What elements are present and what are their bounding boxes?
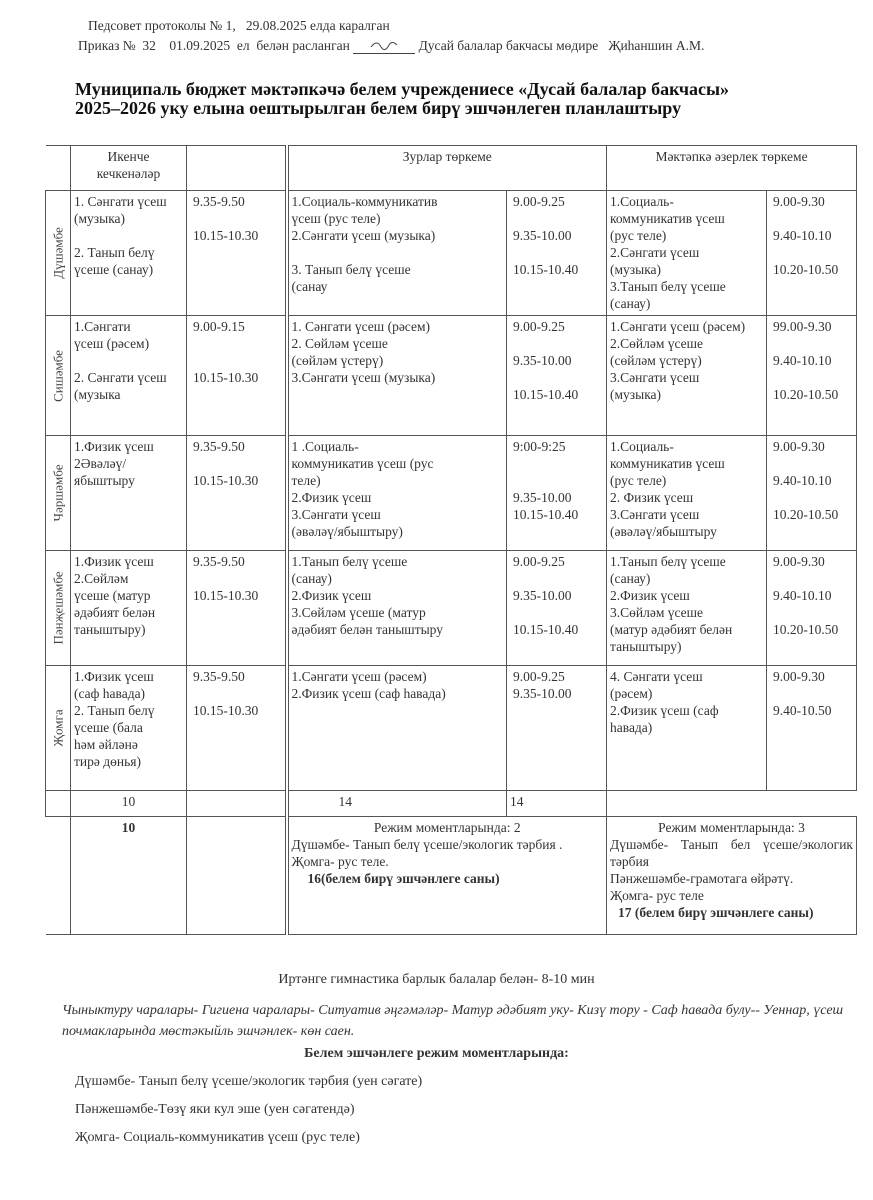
summary-row (46, 817, 857, 935)
group3-summary (607, 817, 857, 935)
group2-times: 9.00-9.25 9.35-10.00 10.15-10.40 (507, 316, 607, 436)
group1-subjects: 1.Физик үсеш (саф һавада) 2. Танып белү үсеше (бала һәм әйләнә тирә дөнья) (71, 666, 187, 791)
group2-subjects: 1 .Социаль- коммуникатив үсеш (рус теле) 2.Физик үсеш 3.Сәнгати үсеш (әвәләү/ябыштыру) (287, 436, 507, 551)
group2-times: 9.00-9.25 9.35-10.00 10.15-10.40 (507, 191, 607, 316)
group3-subjects: 1.Танып белү үсеше (санау) 2.Физик үсеш 3.Сөйләм үсеше (матур әдәбият белән таныштыру) (607, 551, 767, 666)
group1-subjects: 1.Физик үсеш 2.Сөйләм үсеше (матур әдәбият белән таныштыру) (71, 551, 187, 666)
day-label: Пәнҗешәмбе (50, 571, 66, 645)
day-cell (46, 436, 71, 551)
group3-times: 9.00-9.30 9.40-10.50 (767, 666, 857, 791)
group2-subjects: 1. Сәнгати үсеш (рәсем) 2. Сөйләм үсеше (сөйләм үстерү) 3.Сәнгати үсеш (музыка) (287, 316, 507, 436)
day-label: Дүшәмбе (50, 227, 66, 279)
title-line-1: Муниципаль бюджет мәктәпкәчә белем учреждениесе «Дусай балалар бакчасы» (75, 79, 730, 99)
day-cell (46, 551, 71, 666)
group3-times: 99.00-9.30 9.40-10.10 10.20-10.50 (767, 316, 857, 436)
group1-total: 10 (71, 791, 187, 817)
order-text: Приказ № 32 01.09.2025 ел белән расланган (78, 38, 350, 53)
group2-times: 9:00-9:25 9.35-10.00 10.15-10.40 (507, 436, 607, 551)
totals-row (46, 791, 857, 817)
group3-regime-body: Дүшәмбе- Танып бел үсеше/экологик тәрбия Пәнжешәмбе-грамотага өйрәтү. Җомга- рус теле (610, 837, 853, 903)
group1-times: 9.35-9.50 10.15-10.30 (187, 191, 287, 316)
signature (353, 41, 415, 54)
group3-subjects: 1.Социаль- коммуникатив үсеш (рус теле) 2. Физик үсеш 3.Сәнгати үсеш (әвәләү/ябыштыру (607, 436, 767, 551)
table-row (46, 191, 857, 316)
group1-times: 9.35-9.50 10.15-10.30 (187, 666, 287, 791)
table-header-row (46, 146, 857, 191)
group2-regime-body: Дүшәмбе- Танып белү үсеше/экологик тәрбия . Җомга- рус теле. (291, 837, 563, 869)
title-line-2: 2025–2026 уку елына оештырылган белем бирү эшчәнлеген планлаштыру (75, 98, 682, 118)
document-title (75, 80, 729, 118)
group1-subjects: 1.Сәнгати үсеш (рәсем) 2. Сәнгати үсеш (музыка (71, 316, 187, 436)
day-label: Чәршәмбе (50, 464, 66, 522)
table-row (46, 316, 857, 436)
day-cell (46, 191, 71, 316)
group1-times: 9.35-9.50 10.15-10.30 (187, 436, 287, 551)
group3-times: 9.00-9.30 9.40-10.10 10.20-10.50 (767, 436, 857, 551)
group2-times: 9.00-9.25 9.35-10.00 10.15-10.40 (507, 551, 607, 666)
group3-times: 9.00-9.30 9.40-10.10 10.20-10.50 (767, 191, 857, 316)
table-row (46, 436, 857, 551)
pedsovet-line: Педсовет протоколы № 1, 29.08.2025 елда каралган (88, 18, 390, 33)
header-empty (187, 146, 287, 191)
table-row (46, 666, 857, 791)
group2-subjects: 1.Социаль-коммуникатив үсеш (рус теле) 2.Сәнгати үсеш (музыка) 3. Танып белү үсеше (санау (287, 191, 507, 316)
order-line (78, 38, 704, 54)
group2-subjects: 1.Танып белү үсеше (санау) 2.Физик үсеш 3.Сөйләм үсеше (матур әдәбият белән таныштыру (287, 551, 507, 666)
group2-subjects: 1.Сәнгати үсеш (рәсем) 2.Физик үсеш (саф һавада) (287, 666, 507, 791)
group3-times: 9.00-9.30 9.40-10.10 10.20-10.50 (767, 551, 857, 666)
regime-title: Белем эшчәнлеге режим моментларында: (304, 1046, 569, 1061)
group3-subjects: 1.Социаль- коммуникатив үсеш (рус теле) 2.Сәнгати үсеш (музыка) 3.Танып белү үсеше (санау) (607, 191, 767, 316)
group1-times: 9.35-9.50 10.15-10.30 (187, 551, 287, 666)
schedule-table (45, 145, 857, 935)
day-cell (46, 666, 71, 791)
group3-regime-title: Режим моментларында: 3 (658, 820, 805, 835)
regime-item: Дүшәмбе- Танып белү үсеше/экологик тәрбия (уен сәгате) (75, 1074, 423, 1089)
activities-note: Чыныктуру чаралары- Гигиена чаралары- Ситуатив әңгәмәләр- Матур әдәбият уку- Кизү тору - Саф һавада булу-- Уеннар, үсеш почмакларында мөстәкыйль эшчәнлек- көн саен. (62, 1003, 844, 1039)
group1-times: 9.00-9.15 10.15-10.30 (187, 316, 287, 436)
group1-subjects: 1.Физик үсеш 2Әвәләү/ ябыштыру (71, 436, 187, 551)
group1-subjects: 1. Сәнгати үсеш (музыка) 2. Танып белү үсеше (санау) (71, 191, 187, 316)
day-label: Җомга (50, 709, 66, 747)
group3-subjects: 1.Сәнгати үсеш (рәсем) 2.Сөйләм үсеше (сөйләм үстерү) 3.Сәнгати үсеш (музыка) (607, 316, 767, 436)
header-group-2: Зурлар төркеме (287, 146, 607, 191)
group2-regime-title: Режим моментларында: 2 (373, 820, 521, 835)
regime-item: Пәнжешәмбе-Төзү яки кул эше (уен сәгатендә) (75, 1102, 355, 1117)
group2-summary-total: 16(белем бирү эшчәнлеге саны) (307, 871, 500, 886)
group3-summary-total: 17 (белем бирү эшчәнлеге саны) (618, 905, 814, 920)
group2-summary (287, 817, 607, 935)
group3-total: 14 (507, 791, 607, 817)
day-cell (46, 316, 71, 436)
header-group-3: Мәктәпкә әзерлек төркеме (607, 146, 857, 191)
header-group-1: Икенче кечкенәләр (71, 146, 187, 191)
group1-summary-total: 10 (71, 817, 187, 935)
director-text: Дусай балалар бакчасы мөдире Җиһаншин А.М. (418, 38, 705, 53)
regime-item: Җомга- Социаль-коммуникатив үсеш (рус теле) (75, 1130, 360, 1145)
group2-times: 9.00-9.25 9.35-10.00 (507, 666, 607, 791)
table-row (46, 551, 857, 666)
group3-subjects: 4. Сәнгати үсеш (рәсем) 2.Физик үсеш (саф һавада) (607, 666, 767, 791)
day-label: Сишәмбе (50, 349, 66, 402)
gymnastics-note: Иртәнге гимнастика барлык балалар белән- 8-10 мин (278, 972, 595, 987)
group2-total: 14 (287, 791, 507, 817)
